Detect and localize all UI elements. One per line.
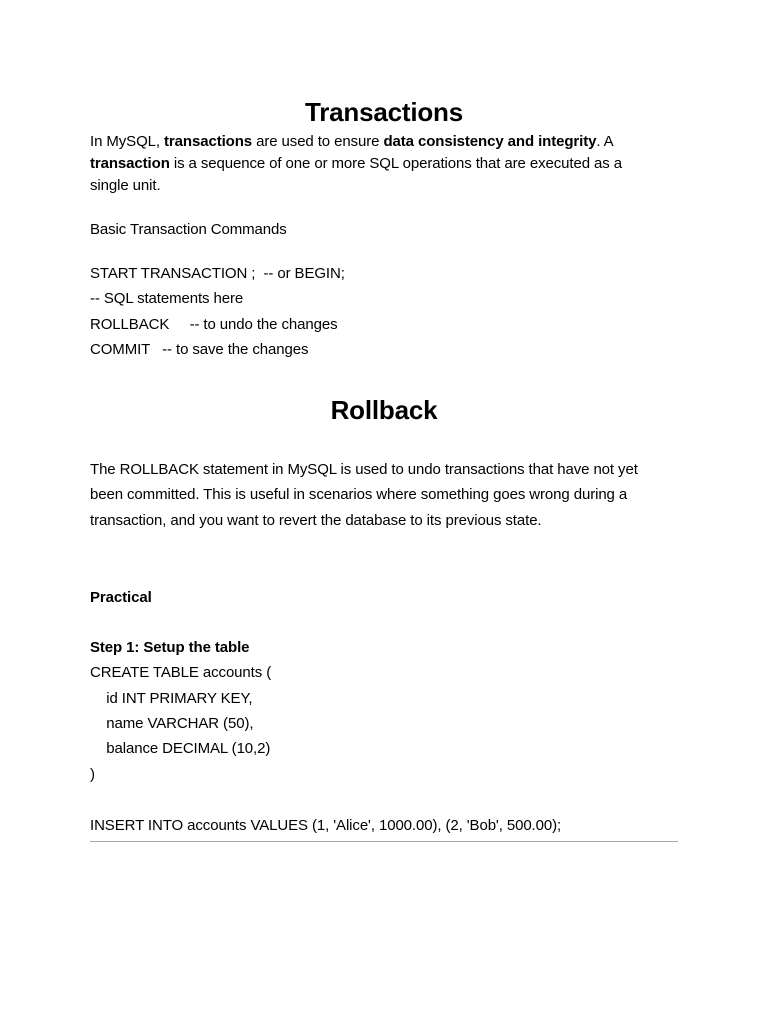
horizontal-rule [90, 841, 678, 842]
intro-line-3: single unit. [90, 177, 161, 194]
code-line: balance DECIMAL (10,2) [90, 740, 271, 757]
step-1-heading: Step 1: Setup the table [90, 639, 250, 656]
rollback-heading: Rollback [330, 395, 438, 425]
intro-text: is a sequence of one or more SQL operations that are executed as a [169, 155, 622, 172]
command-line: -- SQL statements here [90, 290, 244, 307]
insert-statement: INSERT INTO accounts VALUES (1, 'Alice', 1000.00), (2, 'Bob', 500.00); [90, 817, 562, 834]
transactions-heading: Transactions [305, 97, 463, 127]
intro-bold-consistency: data consistency and integrity [383, 133, 597, 150]
command-line: COMMIT -- to save the changes [90, 341, 309, 358]
intro-text: In MySQL, [90, 133, 165, 150]
intro-bold-transaction: transaction [90, 155, 170, 172]
code-line: id INT PRIMARY KEY, [90, 690, 253, 707]
command-line: ROLLBACK -- to undo the changes [90, 316, 338, 333]
commands-heading: Basic Transaction Commands [90, 221, 287, 238]
command-line: START TRANSACTION ; -- or BEGIN; [90, 265, 345, 282]
rollback-paragraph-line: The ROLLBACK statement in MySQL is used to undo transactions that have not yet [90, 461, 638, 478]
code-line: CREATE TABLE accounts ( [90, 664, 272, 681]
rollback-paragraph-line: transaction, and you want to revert the database to its previous state. [90, 512, 542, 529]
intro-bold-transactions: transactions [164, 133, 253, 150]
practical-label: Practical [90, 589, 152, 606]
intro-text: are used to ensure [252, 133, 384, 150]
code-line: ) [90, 766, 95, 783]
intro-line-2 [90, 154, 622, 174]
intro-line-1 [90, 132, 614, 152]
rollback-paragraph-line: been committed. This is useful in scenarios where something goes wrong during a [90, 486, 628, 503]
code-line: name VARCHAR (50), [90, 715, 254, 732]
intro-text: . A [596, 133, 614, 150]
